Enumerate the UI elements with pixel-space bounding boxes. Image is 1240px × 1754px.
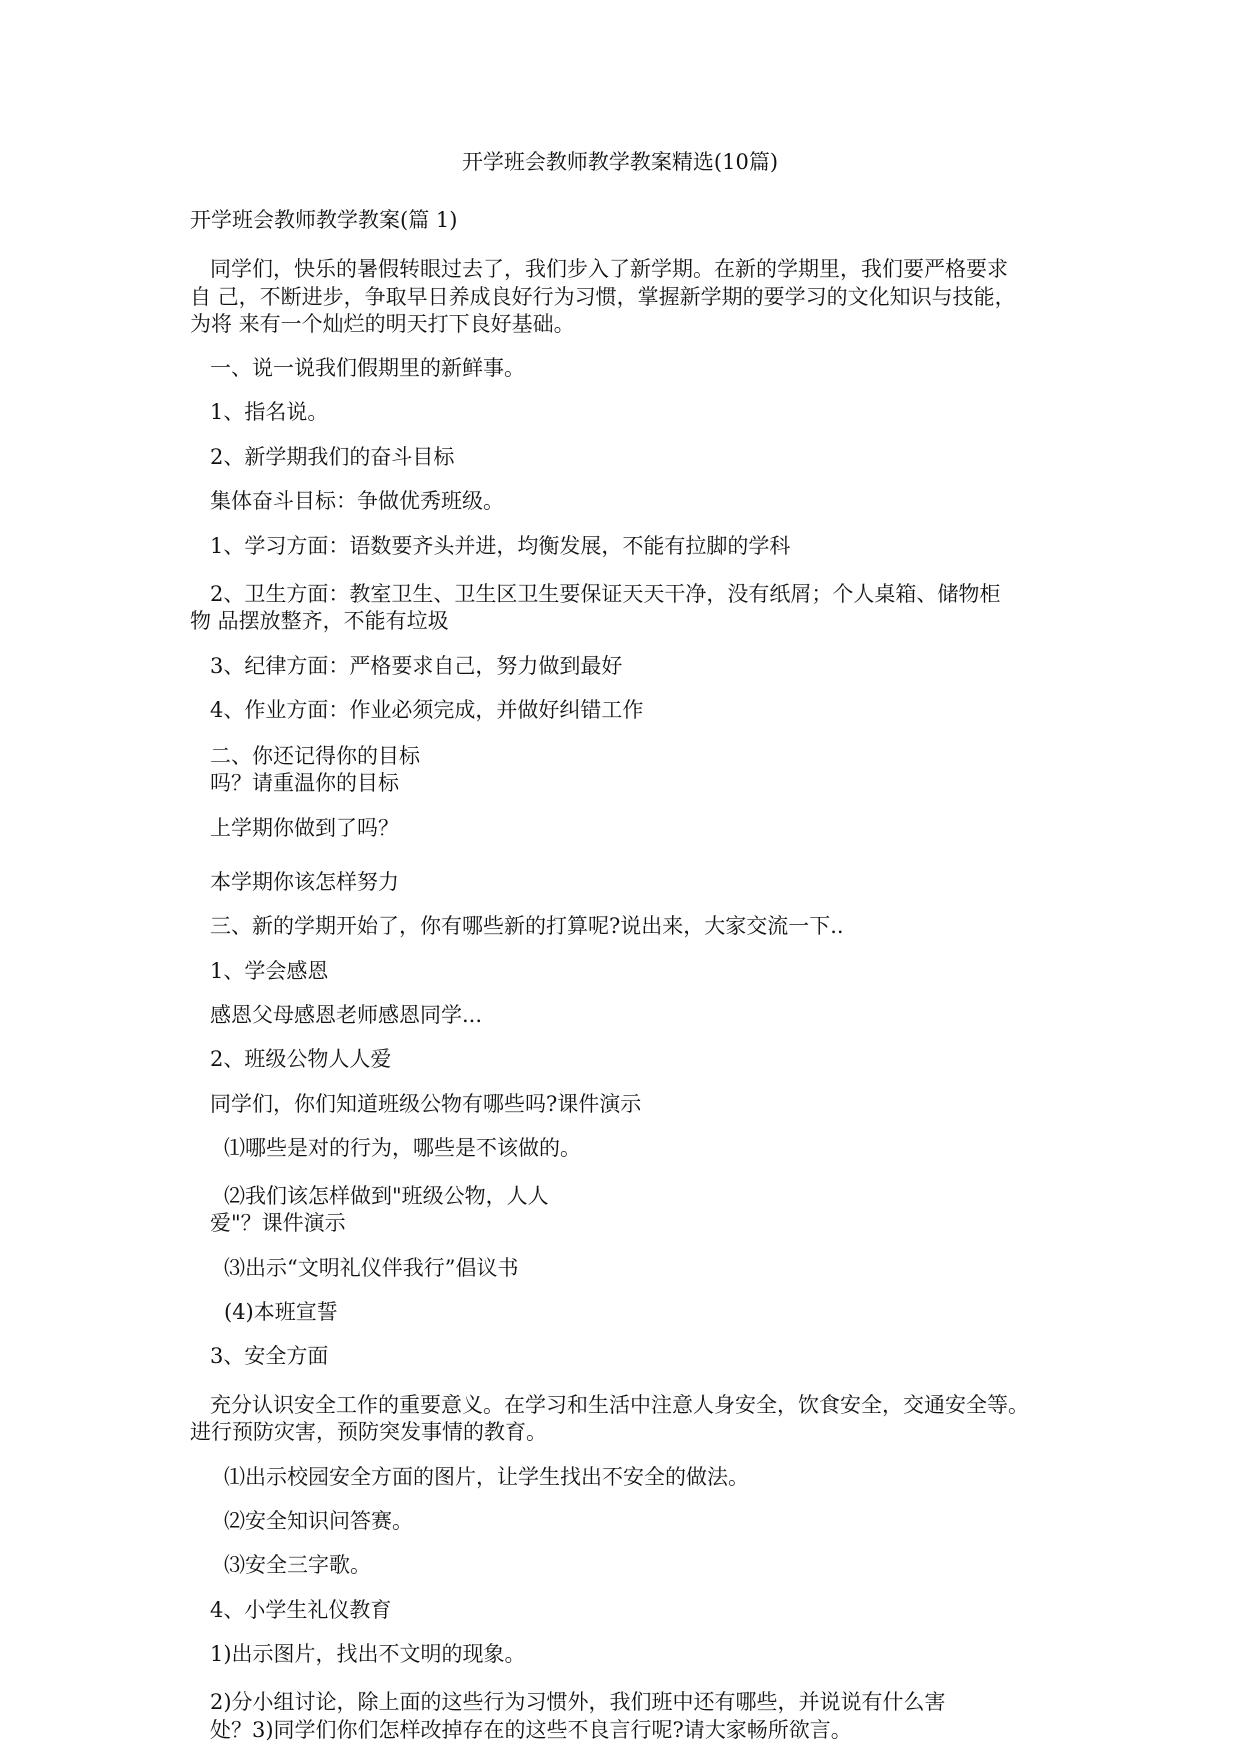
paragraph-line: ⑶出示“文明礼仪伴我行”倡议书 [224,1256,519,1280]
paragraph-line: 1、学会感恩 [210,959,329,983]
paragraph-line: 进行预防灾害，预防突发事情的教育。 [190,1420,547,1444]
paragraph-line: 1、学习方面：语数要齐头并进，均衡发展，不能有拉脚的学科 [210,534,791,558]
paragraph-line: 爱"？课件演示 [210,1211,346,1235]
paragraph-line: 自 己，不断进步，争取早日养成良好行为习惯，掌握新学期的要学习的文化知识与技能， [190,285,1016,309]
paragraph-line: 充分认识安全工作的重要意义。在学习和生活中注意人身安全，饮食安全，交通安全等。 [210,1393,1029,1417]
paragraph-line: 本学期你该怎样努力 [210,870,399,894]
paragraph-line: 同学们，你们知道班级公物有哪些吗?课件演示 [210,1092,642,1116]
paragraph-line: 2、卫生方面：教室卫生、卫生区卫生要保证天天干净，没有纸屑；个人桌箱、储物柜 [210,582,1001,606]
paragraph-line: 一、说一说我们假期里的新鲜事。 [210,356,525,380]
paragraph-line: ⑴哪些是对的行为，哪些是不该做的。 [224,1136,581,1160]
paragraph-line: ⑴出示校园安全方面的图片，让学生找出不安全的做法。 [224,1465,749,1489]
paragraph-line: ⑵安全知识问答赛。 [224,1509,413,1533]
paragraph-line: 感恩父母感恩老师感恩同学... [210,1003,483,1027]
paragraph-line: 1、指名说。 [210,400,329,424]
paragraph-line: 三、新的学期开始了，你有哪些新的打算呢?说出来，大家交流一下.. [210,914,844,938]
paragraph-line: (4)本班宣誓 [224,1300,338,1324]
paragraph-line: 2)分小组讨论，除上面的这些行为习惯外，我们班中还有哪些，并说说有什么害 [210,1690,946,1714]
paragraph-line: 上学期你做到了吗？ [210,816,399,840]
paragraph-line: ⑵我们该怎样做到"班级公物，人人 [224,1184,549,1208]
paragraph-line: 3、安全方面 [210,1344,329,1368]
section-heading: 开学班会教师教学教案(篇 1) [190,208,458,232]
paragraph-line: 二、你还记得你的目标 [210,744,420,768]
paragraph-line: 处？3)同学们你们怎样改掉存在的这些不良言行呢?请大家畅所欲言。 [210,1718,852,1742]
paragraph-line: 同学们，快乐的暑假转眼过去了，我们步入了新学期。在新的学期里，我们要严格要求 [210,257,1008,281]
paragraph-line: 为将 来有一个灿烂的明天打下良好基础。 [190,312,575,336]
paragraph-line: ⑶安全三字歌。 [224,1553,371,1577]
paragraph-line: 1)出示图片，找出不文明的现象。 [210,1642,526,1666]
paragraph-line: 集体奋斗目标：争做优秀班级。 [210,489,504,513]
paragraph-line: 2、班级公物人人爱 [210,1047,392,1071]
paragraph-line: 4、小学生礼仪教育 [210,1598,392,1622]
paragraph-line: 2、新学期我们的奋斗目标 [210,445,455,469]
document-title: 开学班会教师教学教案精选(10篇) [461,150,779,174]
paragraph-line: 4、作业方面：作业必须完成，并做好纠错工作 [210,698,644,722]
paragraph-line: 吗？请重温你的目标 [210,771,399,795]
paragraph-line: 物 品摆放整齐，不能有垃圾 [190,609,449,633]
paragraph-line: 3、纪律方面：严格要求自己，努力做到最好 [210,654,623,678]
